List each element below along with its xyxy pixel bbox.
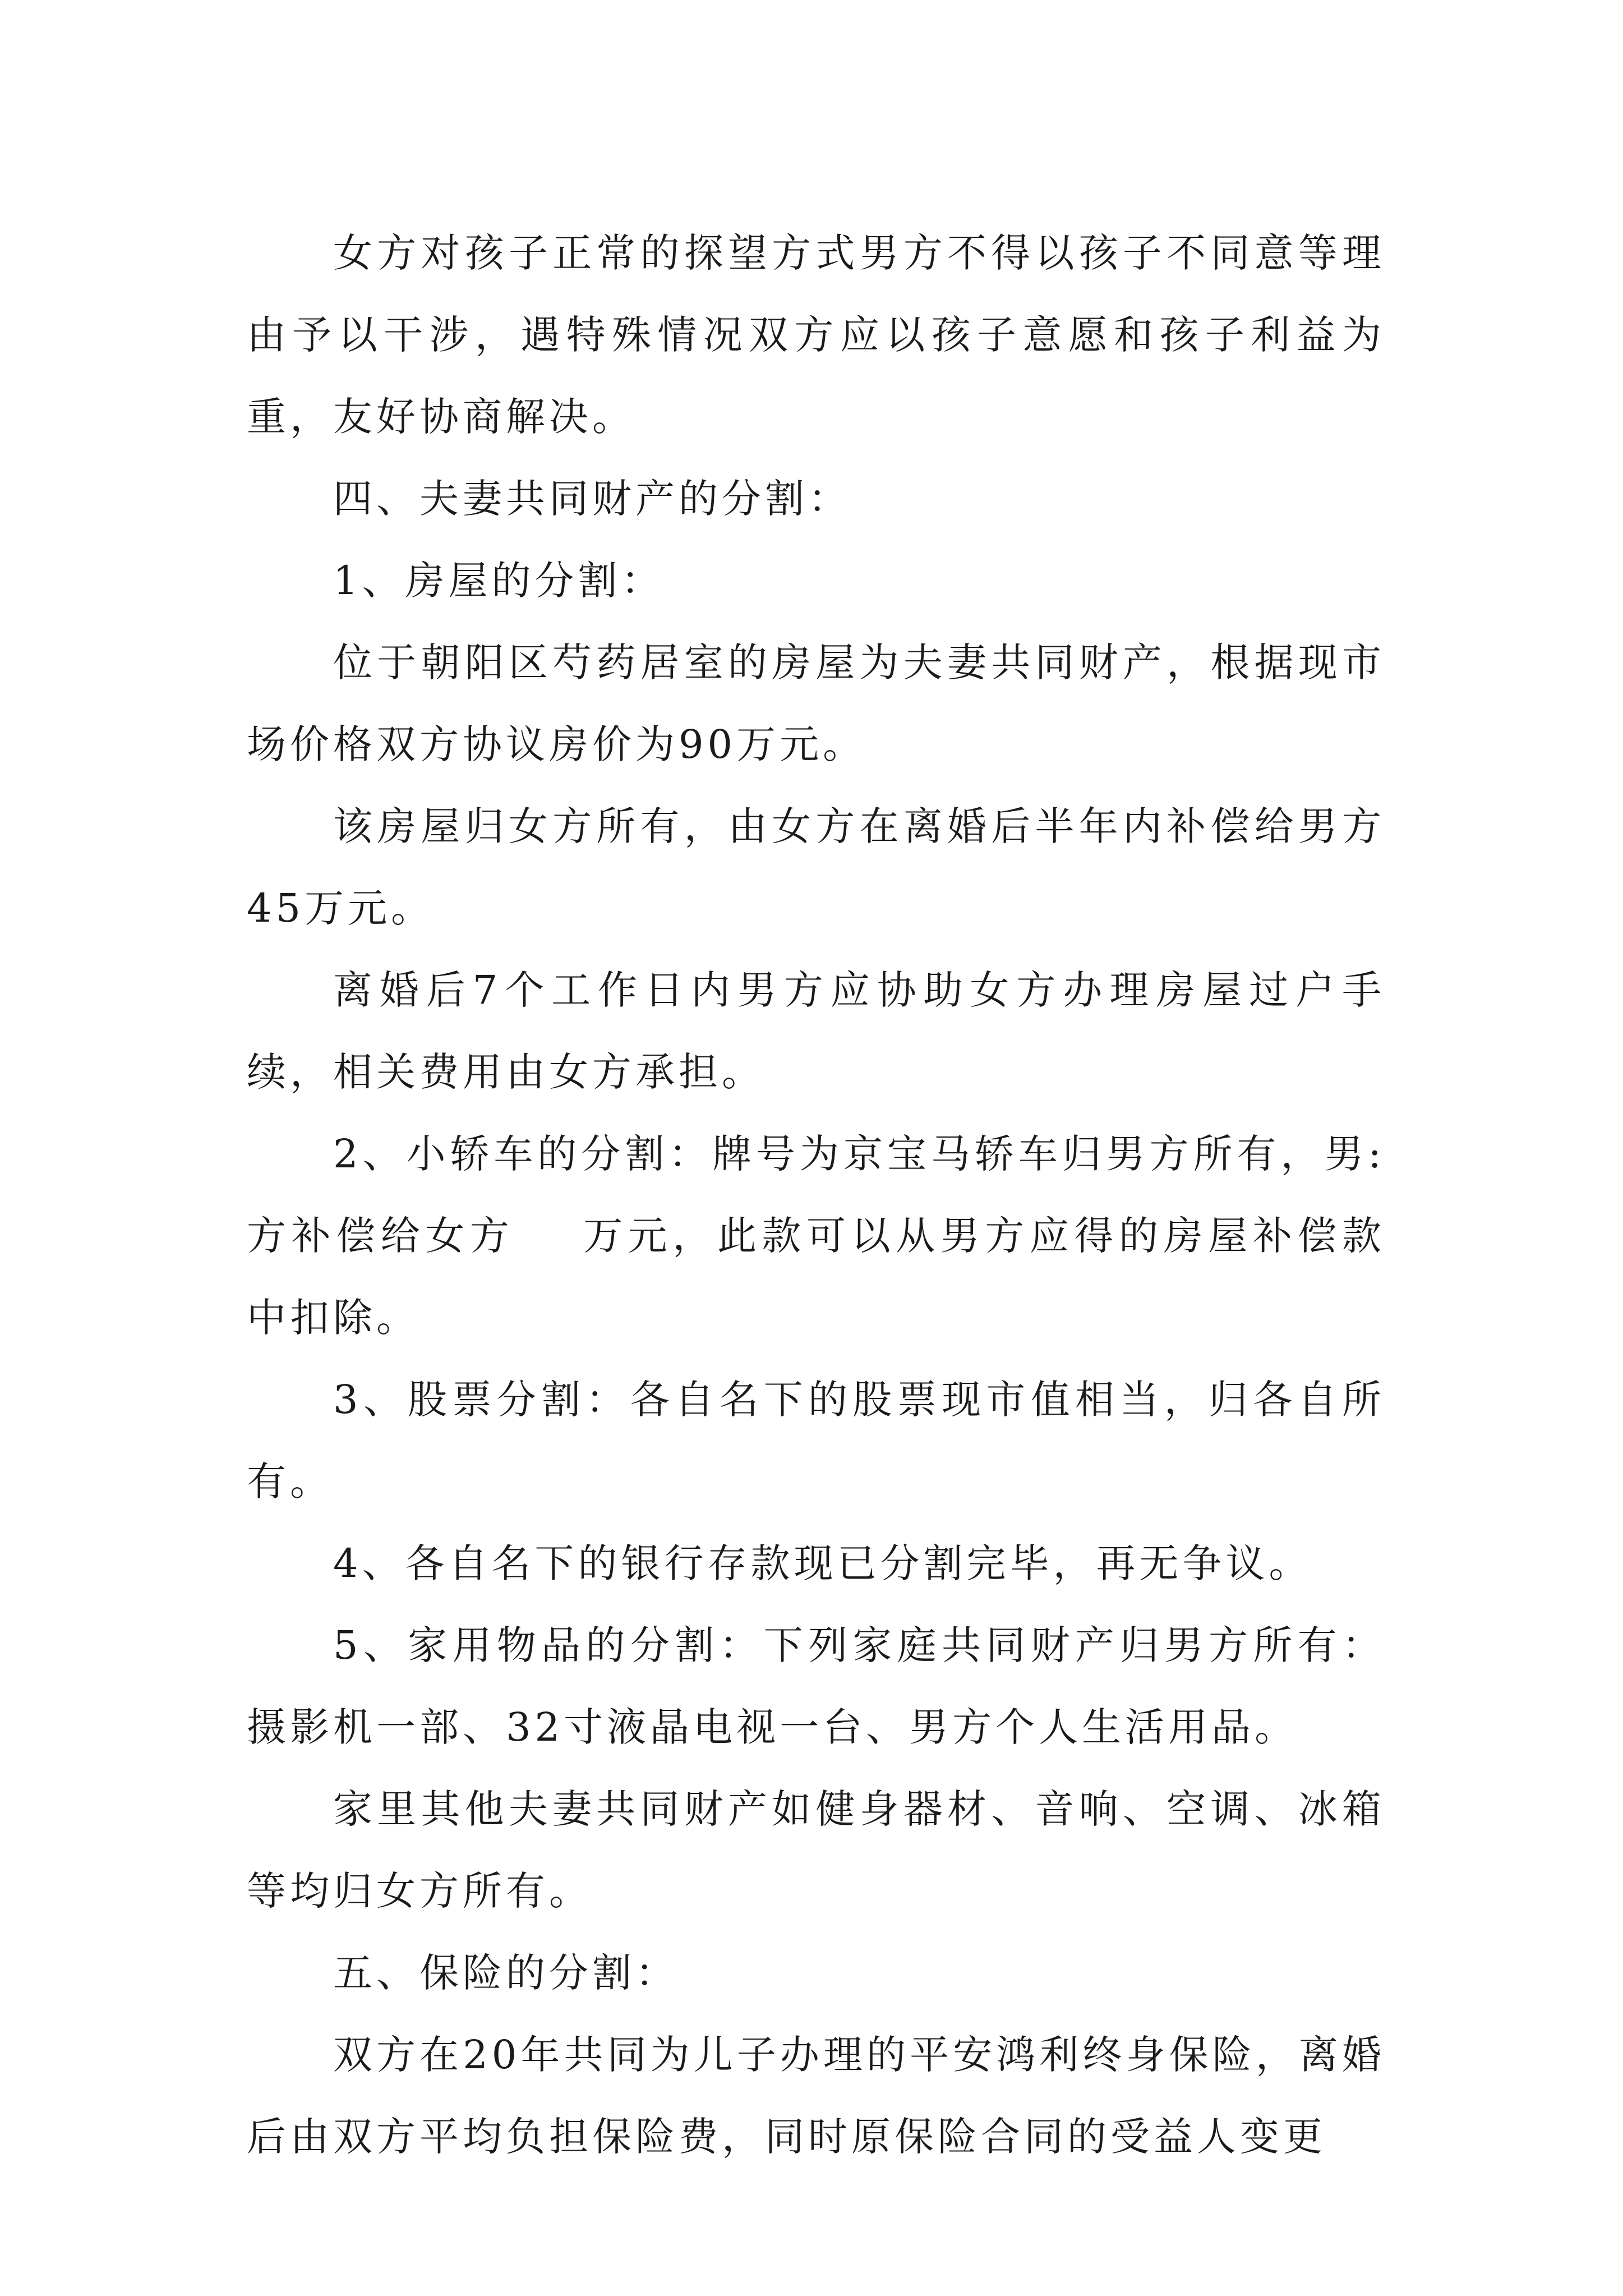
paragraph-stock-division: 3、股票分割：各自名下的股票现市值相当，归各自所有。 xyxy=(247,1377,1385,1504)
paragraph-house-transfer: 离婚后7个工作日内男方应协助女方办理房屋过户手续，相关费用由女方承担。 xyxy=(247,967,1385,1095)
paragraph-insurance: 双方在20年共同为儿子办理的平安鸿利终身保险，离婚后由双方平均负担保险费，同时原保险合同的受益人变更 xyxy=(247,2032,1385,2160)
heading-property-division: 四、夫妻共同财产的分割： xyxy=(333,476,851,522)
heading-insurance-division: 五、保险的分割： xyxy=(333,1950,679,1996)
paragraph-bank-deposits: 4、各自名下的银行存款现已分割完毕，再无争议。 xyxy=(333,1540,1312,1586)
document-body xyxy=(247,212,1385,2178)
paragraph-car-division xyxy=(247,1113,1385,1359)
car-clause-head: 2、小轿车的分割：牌号为京宝马轿车归男方所有，男:方补偿给女方 xyxy=(247,1131,1385,1259)
heading-house-division: 1、房屋的分割： xyxy=(333,558,665,604)
paragraph-household-items-female: 家里其他夫妻共同财产如健身器材、音响、空调、冰箱等均归女方所有。 xyxy=(247,1786,1385,1914)
paragraph-visitation: 女方对孩子正常的探望方式男方不得以孩子不同意等理由予以干涉，遇特殊情况双方应以孩子意愿和孩子利益为重，友好协商解决。 xyxy=(247,230,1385,440)
paragraph-household-items-male: 5、家用物品的分割：下列家庭共同财产归男方所有：摄影机一部、32寸液晶电视一台、男方个人生活用品。 xyxy=(247,1622,1385,1750)
paragraph-house-ownership: 该房屋归女方所有，由女方在离婚后半年内补偿给男方45万元。 xyxy=(247,803,1385,931)
paragraph-house-value: 位于朝阳区芍药居室的房屋为夫妻共同财产，根据现市场价格双方协议房价为90万元。 xyxy=(247,639,1385,767)
car-clause-tail: 万元，此款可以从男方应得的房屋补偿款中扣除。 xyxy=(247,1213,1385,1341)
